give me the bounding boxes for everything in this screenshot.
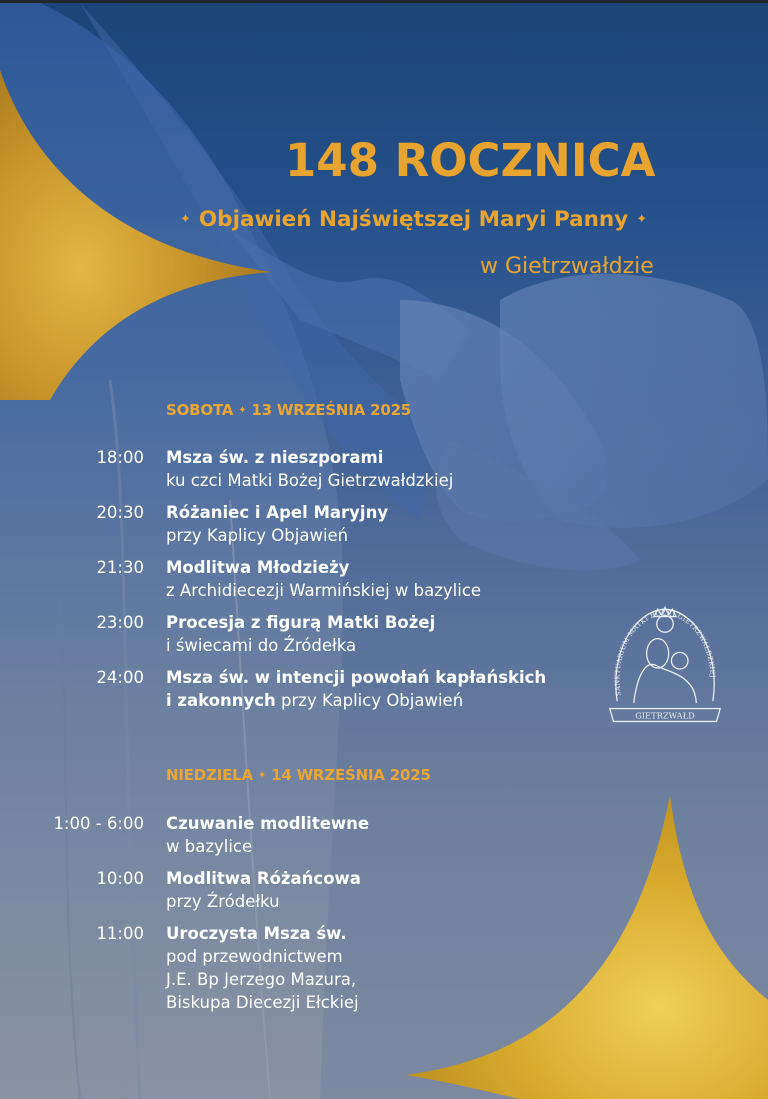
event-time: 21:30 [96, 558, 144, 577]
event-detail: przy Kaplicy Objawień [166, 526, 349, 545]
event-time: 20:30 [96, 503, 144, 522]
event-detail: z Archidiecezji Warmińskiej w bazylice [166, 581, 482, 600]
event-title: Modlitwa Różańcowa [166, 869, 361, 888]
event-time: 1:00 - 6:00 [53, 814, 144, 833]
event-detail: J.E. Bp Jerzego Mazura, [166, 970, 357, 989]
event-time: 23:00 [96, 613, 144, 632]
subtitle-text: Objawień Najświętszej Maryi Panny [198, 207, 629, 232]
event-time: 10:00 [96, 869, 144, 888]
event-title: Modlitwa Młodzieży [166, 558, 350, 577]
event-detail: i świecami do Źródełka [166, 636, 357, 655]
event-detail: przy Kaplicy Objawień [281, 691, 464, 710]
day-date: 13 WRZEŚNIA 2025 [251, 401, 412, 419]
event-title: Czuwanie modlitewne [166, 814, 370, 833]
svg-text:SANKTUARIUM MATKI BOŻEJ GIETRZ: SANKTUARIUM MATKI BOŻEJ GIETRZWAŁDZKIEJ [613, 608, 717, 697]
day-header-saturday [166, 401, 411, 419]
apparitions-subtitle [180, 205, 725, 235]
event-time: 11:00 [96, 924, 144, 943]
event-time: 24:00 [96, 668, 144, 687]
event-title: Różaniec i Apel Maryjny [166, 503, 389, 522]
event-detail: ku czci Matki Bożej Gietrzwałdzkiej [166, 471, 454, 490]
sparkle-icon: ✦ [238, 405, 247, 416]
top-edge [0, 0, 768, 3]
anniversary-title: 148 ROCZNICA [285, 134, 656, 187]
day-name: SOBOTA [166, 401, 234, 419]
day-name: NIEDZIELA [166, 766, 253, 784]
sparkle-icon: ✦ [257, 770, 267, 781]
day-date: 14 WRZEŚNIA 2025 [271, 766, 431, 784]
event-title: Uroczysta Msza św. [166, 924, 347, 943]
place-name: w Gietrzwałdzie [480, 254, 654, 279]
event-detail: przy Źródełku [166, 892, 280, 911]
event-title-cont: i zakonnych [166, 691, 276, 710]
event-title: Msza św. w intencji powołań kapłańskich [166, 668, 547, 687]
day-header-sunday [166, 766, 431, 784]
svg-text:GIETRZWAŁD: GIETRZWAŁD [635, 710, 695, 721]
event-detail: pod przewodnictwem [166, 947, 343, 966]
sparkle-icon: ✦ [636, 212, 648, 227]
event-detail: w bazylice [166, 837, 253, 856]
event-detail: Biskupa Diecezji Ełckiej [166, 993, 359, 1012]
event-time: 18:00 [96, 448, 144, 467]
event-title: Msza św. z nieszporami [166, 448, 384, 467]
event-title: Procesja z figurą Matki Bożej [166, 613, 436, 632]
sparkle-icon: ✦ [180, 212, 191, 227]
